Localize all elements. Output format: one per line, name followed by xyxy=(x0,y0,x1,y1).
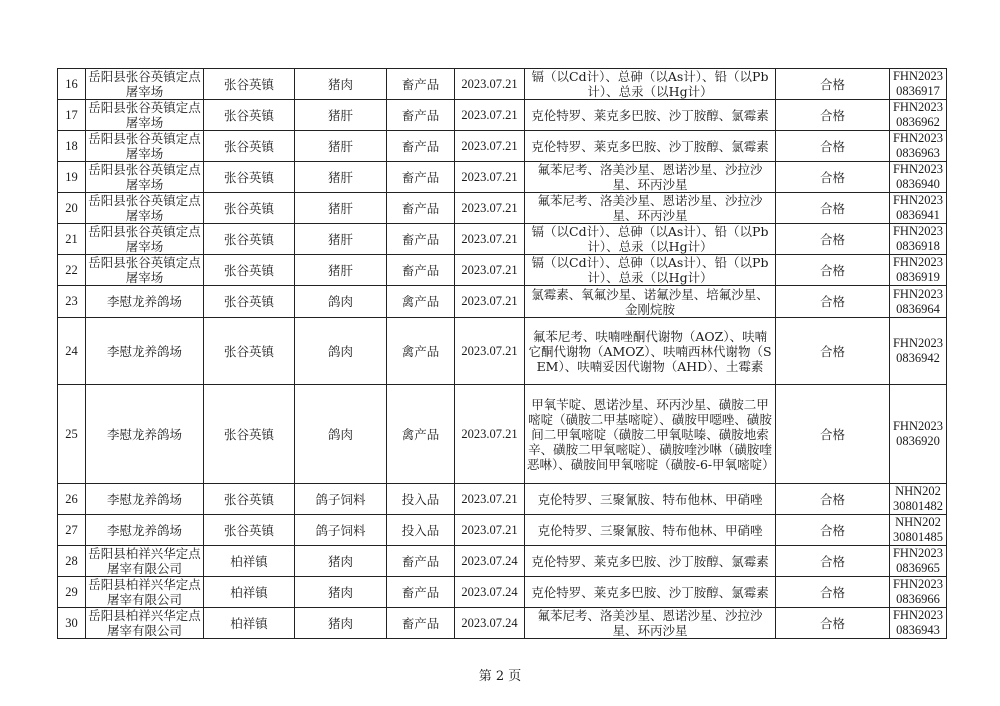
table-row xyxy=(58,318,947,385)
row-number: 18 xyxy=(58,131,86,162)
table-row xyxy=(58,224,947,255)
sample-name: 鸽子饲料 xyxy=(295,484,387,515)
report-number: NHN202 30801482 xyxy=(890,484,947,515)
sampling-unit: 岳阳县张谷英镇定点屠宰场 xyxy=(86,100,204,131)
test-items: 氟苯尼考、呋喃唑酮代谢物（AOZ）、呋喃它酮代谢物（AMOZ）、呋喃西林代谢物（SEM）、呋喃妥因代谢物（AHD）、土霉素 xyxy=(525,318,776,385)
table-body xyxy=(58,69,947,639)
test-items: 克伦特罗、莱克多巴胺、沙丁胺醇、氯霉素 xyxy=(525,100,776,131)
town-name: 张谷英镇 xyxy=(204,286,295,318)
sampling-unit: 岳阳县张谷英镇定点屠宰场 xyxy=(86,224,204,255)
sample-name: 猪肉 xyxy=(295,69,387,100)
test-result: 合格 xyxy=(776,515,890,546)
table-row xyxy=(58,131,947,162)
test-result: 合格 xyxy=(776,100,890,131)
test-items: 氟苯尼考、洛美沙星、恩诺沙星、沙拉沙星、环丙沙星 xyxy=(525,193,776,224)
row-number: 24 xyxy=(58,318,86,385)
table-row xyxy=(58,69,947,100)
sampling-date: 2023.07.24 xyxy=(455,608,525,639)
sampling-date: 2023.07.21 xyxy=(455,131,525,162)
town-name: 张谷英镇 xyxy=(204,224,295,255)
town-name: 柏祥镇 xyxy=(204,608,295,639)
sampling-unit: 岳阳县张谷英镇定点屠宰场 xyxy=(86,131,204,162)
town-name: 张谷英镇 xyxy=(204,193,295,224)
test-result: 合格 xyxy=(776,69,890,100)
test-result: 合格 xyxy=(776,546,890,577)
sample-category: 畜产品 xyxy=(387,131,455,162)
test-result: 合格 xyxy=(776,608,890,639)
table-row xyxy=(58,546,947,577)
sample-category: 禽产品 xyxy=(387,286,455,318)
sampling-unit: 李慰龙养鸽场 xyxy=(86,286,204,318)
sampling-date: 2023.07.21 xyxy=(455,515,525,546)
report-number: FHN2023 0836965 xyxy=(890,546,947,577)
test-result: 合格 xyxy=(776,131,890,162)
table-row xyxy=(58,100,947,131)
sampling-unit: 李慰龙养鸽场 xyxy=(86,484,204,515)
table-row xyxy=(58,286,947,318)
row-number: 17 xyxy=(58,100,86,131)
sample-category: 畜产品 xyxy=(387,193,455,224)
row-number: 19 xyxy=(58,162,86,193)
row-number: 30 xyxy=(58,608,86,639)
test-items: 克伦特罗、三聚氰胺、特布他林、甲硝唑 xyxy=(525,484,776,515)
sample-name: 猪肝 xyxy=(295,162,387,193)
test-items: 氯霉素、氧氟沙星、诺氟沙星、培氟沙星、金刚烷胺 xyxy=(525,286,776,318)
sample-name: 猪肝 xyxy=(295,131,387,162)
report-number: FHN2023 0836963 xyxy=(890,131,947,162)
town-name: 张谷英镇 xyxy=(204,318,295,385)
table-row xyxy=(58,385,947,484)
sample-category: 投入品 xyxy=(387,484,455,515)
table-row xyxy=(58,608,947,639)
sampling-date: 2023.07.21 xyxy=(455,286,525,318)
table-row xyxy=(58,255,947,286)
test-result: 合格 xyxy=(776,193,890,224)
town-name: 张谷英镇 xyxy=(204,131,295,162)
sampling-unit: 岳阳县张谷英镇定点屠宰场 xyxy=(86,69,204,100)
test-items: 镉（以Cd计）、总砷（以As计）、铅（以Pb计）、总汞（以Hg计） xyxy=(525,255,776,286)
sample-name: 猪肝 xyxy=(295,224,387,255)
town-name: 张谷英镇 xyxy=(204,100,295,131)
sample-category: 禽产品 xyxy=(387,385,455,484)
sampling-date: 2023.07.21 xyxy=(455,100,525,131)
report-number: NHN202 30801485 xyxy=(890,515,947,546)
sample-category: 畜产品 xyxy=(387,162,455,193)
row-number: 20 xyxy=(58,193,86,224)
test-result: 合格 xyxy=(776,577,890,608)
test-items: 氟苯尼考、洛美沙星、恩诺沙星、沙拉沙星、环丙沙星 xyxy=(525,162,776,193)
table-row xyxy=(58,577,947,608)
town-name: 张谷英镇 xyxy=(204,385,295,484)
sampling-date: 2023.07.21 xyxy=(455,385,525,484)
sampling-date: 2023.07.21 xyxy=(455,162,525,193)
test-result: 合格 xyxy=(776,255,890,286)
report-number: FHN2023 0836942 xyxy=(890,318,947,385)
test-items: 克伦特罗、三聚氰胺、特布他林、甲硝唑 xyxy=(525,515,776,546)
sample-category: 畜产品 xyxy=(387,577,455,608)
sampling-unit: 李慰龙养鸽场 xyxy=(86,515,204,546)
sampling-date: 2023.07.21 xyxy=(455,224,525,255)
sampling-unit: 岳阳县柏祥兴华定点屠宰有限公司 xyxy=(86,577,204,608)
sample-name: 鸽肉 xyxy=(295,385,387,484)
test-items: 克伦特罗、莱克多巴胺、沙丁胺醇、氯霉素 xyxy=(525,577,776,608)
report-number: FHN2023 0836920 xyxy=(890,385,947,484)
row-number: 21 xyxy=(58,224,86,255)
inspection-results-table xyxy=(57,68,947,639)
sample-category: 禽产品 xyxy=(387,318,455,385)
sample-category: 投入品 xyxy=(387,515,455,546)
report-number: FHN2023 0836940 xyxy=(890,162,947,193)
sample-category: 畜产品 xyxy=(387,224,455,255)
sampling-unit: 岳阳县柏祥兴华定点屠宰有限公司 xyxy=(86,546,204,577)
town-name: 柏祥镇 xyxy=(204,546,295,577)
sample-name: 鸽肉 xyxy=(295,318,387,385)
sample-name: 猪肉 xyxy=(295,577,387,608)
town-name: 张谷英镇 xyxy=(204,69,295,100)
table-row xyxy=(58,162,947,193)
town-name: 张谷英镇 xyxy=(204,515,295,546)
sampling-date: 2023.07.21 xyxy=(455,69,525,100)
table-row xyxy=(58,515,947,546)
sampling-date: 2023.07.21 xyxy=(455,193,525,224)
table-row xyxy=(58,193,947,224)
sample-name: 猪肉 xyxy=(295,608,387,639)
row-number: 26 xyxy=(58,484,86,515)
test-result: 合格 xyxy=(776,318,890,385)
row-number: 16 xyxy=(58,69,86,100)
sampling-unit: 岳阳县张谷英镇定点屠宰场 xyxy=(86,162,204,193)
test-result: 合格 xyxy=(776,484,890,515)
sample-name: 鸽子饲料 xyxy=(295,515,387,546)
sample-category: 畜产品 xyxy=(387,546,455,577)
report-number: FHN2023 0836962 xyxy=(890,100,947,131)
town-name: 张谷英镇 xyxy=(204,162,295,193)
report-number: FHN2023 0836943 xyxy=(890,608,947,639)
town-name: 张谷英镇 xyxy=(204,255,295,286)
report-number: FHN2023 0836919 xyxy=(890,255,947,286)
sampling-date: 2023.07.24 xyxy=(455,577,525,608)
sample-category: 畜产品 xyxy=(387,255,455,286)
sampling-date: 2023.07.24 xyxy=(455,546,525,577)
row-number: 29 xyxy=(58,577,86,608)
sample-name: 猪肉 xyxy=(295,546,387,577)
report-number: FHN2023 0836918 xyxy=(890,224,947,255)
test-result: 合格 xyxy=(776,385,890,484)
test-items: 甲氧苄啶、恩诺沙星、环丙沙星、磺胺二甲嘧啶（磺胺二甲基嘧啶）、磺胺甲噁唑、磺胺间二甲氧嘧啶（磺胺二甲氧哒嗪、磺胺地索辛、磺胺二甲氧嘧啶）、磺胺喹沙啉（磺胺喹恶啉）、磺胺间甲氧嘧啶（磺胺-6-甲氧嘧啶） xyxy=(525,385,776,484)
row-number: 23 xyxy=(58,286,86,318)
row-number: 27 xyxy=(58,515,86,546)
test-items: 克伦特罗、莱克多巴胺、沙丁胺醇、氯霉素 xyxy=(525,131,776,162)
sample-category: 畜产品 xyxy=(387,69,455,100)
sample-name: 猪肝 xyxy=(295,100,387,131)
sample-name: 猪肝 xyxy=(295,193,387,224)
test-items: 镉（以Cd计）、总砷（以As计）、铅（以Pb计）、总汞（以Hg计） xyxy=(525,69,776,100)
sampling-unit: 李慰龙养鸽场 xyxy=(86,385,204,484)
town-name: 柏祥镇 xyxy=(204,577,295,608)
town-name: 张谷英镇 xyxy=(204,484,295,515)
report-number: FHN2023 0836941 xyxy=(890,193,947,224)
row-number: 22 xyxy=(58,255,86,286)
report-number: FHN2023 0836917 xyxy=(890,69,947,100)
sampling-unit: 岳阳县张谷英镇定点屠宰场 xyxy=(86,255,204,286)
sample-name: 鸽肉 xyxy=(295,286,387,318)
test-result: 合格 xyxy=(776,286,890,318)
test-items: 镉（以Cd计）、总砷（以As计）、铅（以Pb计）、总汞（以Hg计） xyxy=(525,224,776,255)
sample-category: 畜产品 xyxy=(387,608,455,639)
row-number: 25 xyxy=(58,385,86,484)
sampling-unit: 岳阳县张谷英镇定点屠宰场 xyxy=(86,193,204,224)
sample-category: 畜产品 xyxy=(387,100,455,131)
sample-name: 猪肝 xyxy=(295,255,387,286)
sampling-date: 2023.07.21 xyxy=(455,484,525,515)
sampling-unit: 岳阳县柏祥兴华定点屠宰有限公司 xyxy=(86,608,204,639)
report-number: FHN2023 0836966 xyxy=(890,577,947,608)
row-number: 28 xyxy=(58,546,86,577)
table-row xyxy=(58,484,947,515)
sampling-date: 2023.07.21 xyxy=(455,318,525,385)
test-result: 合格 xyxy=(776,224,890,255)
test-result: 合格 xyxy=(776,162,890,193)
sampling-unit: 李慰龙养鸽场 xyxy=(86,318,204,385)
report-number: FHN2023 0836964 xyxy=(890,286,947,318)
page-number: 第 2 页 xyxy=(478,669,522,684)
test-items: 克伦特罗、莱克多巴胺、沙丁胺醇、氯霉素 xyxy=(525,546,776,577)
test-items: 氟苯尼考、洛美沙星、恩诺沙星、沙拉沙星、环丙沙星 xyxy=(525,608,776,639)
sampling-date: 2023.07.21 xyxy=(455,255,525,286)
